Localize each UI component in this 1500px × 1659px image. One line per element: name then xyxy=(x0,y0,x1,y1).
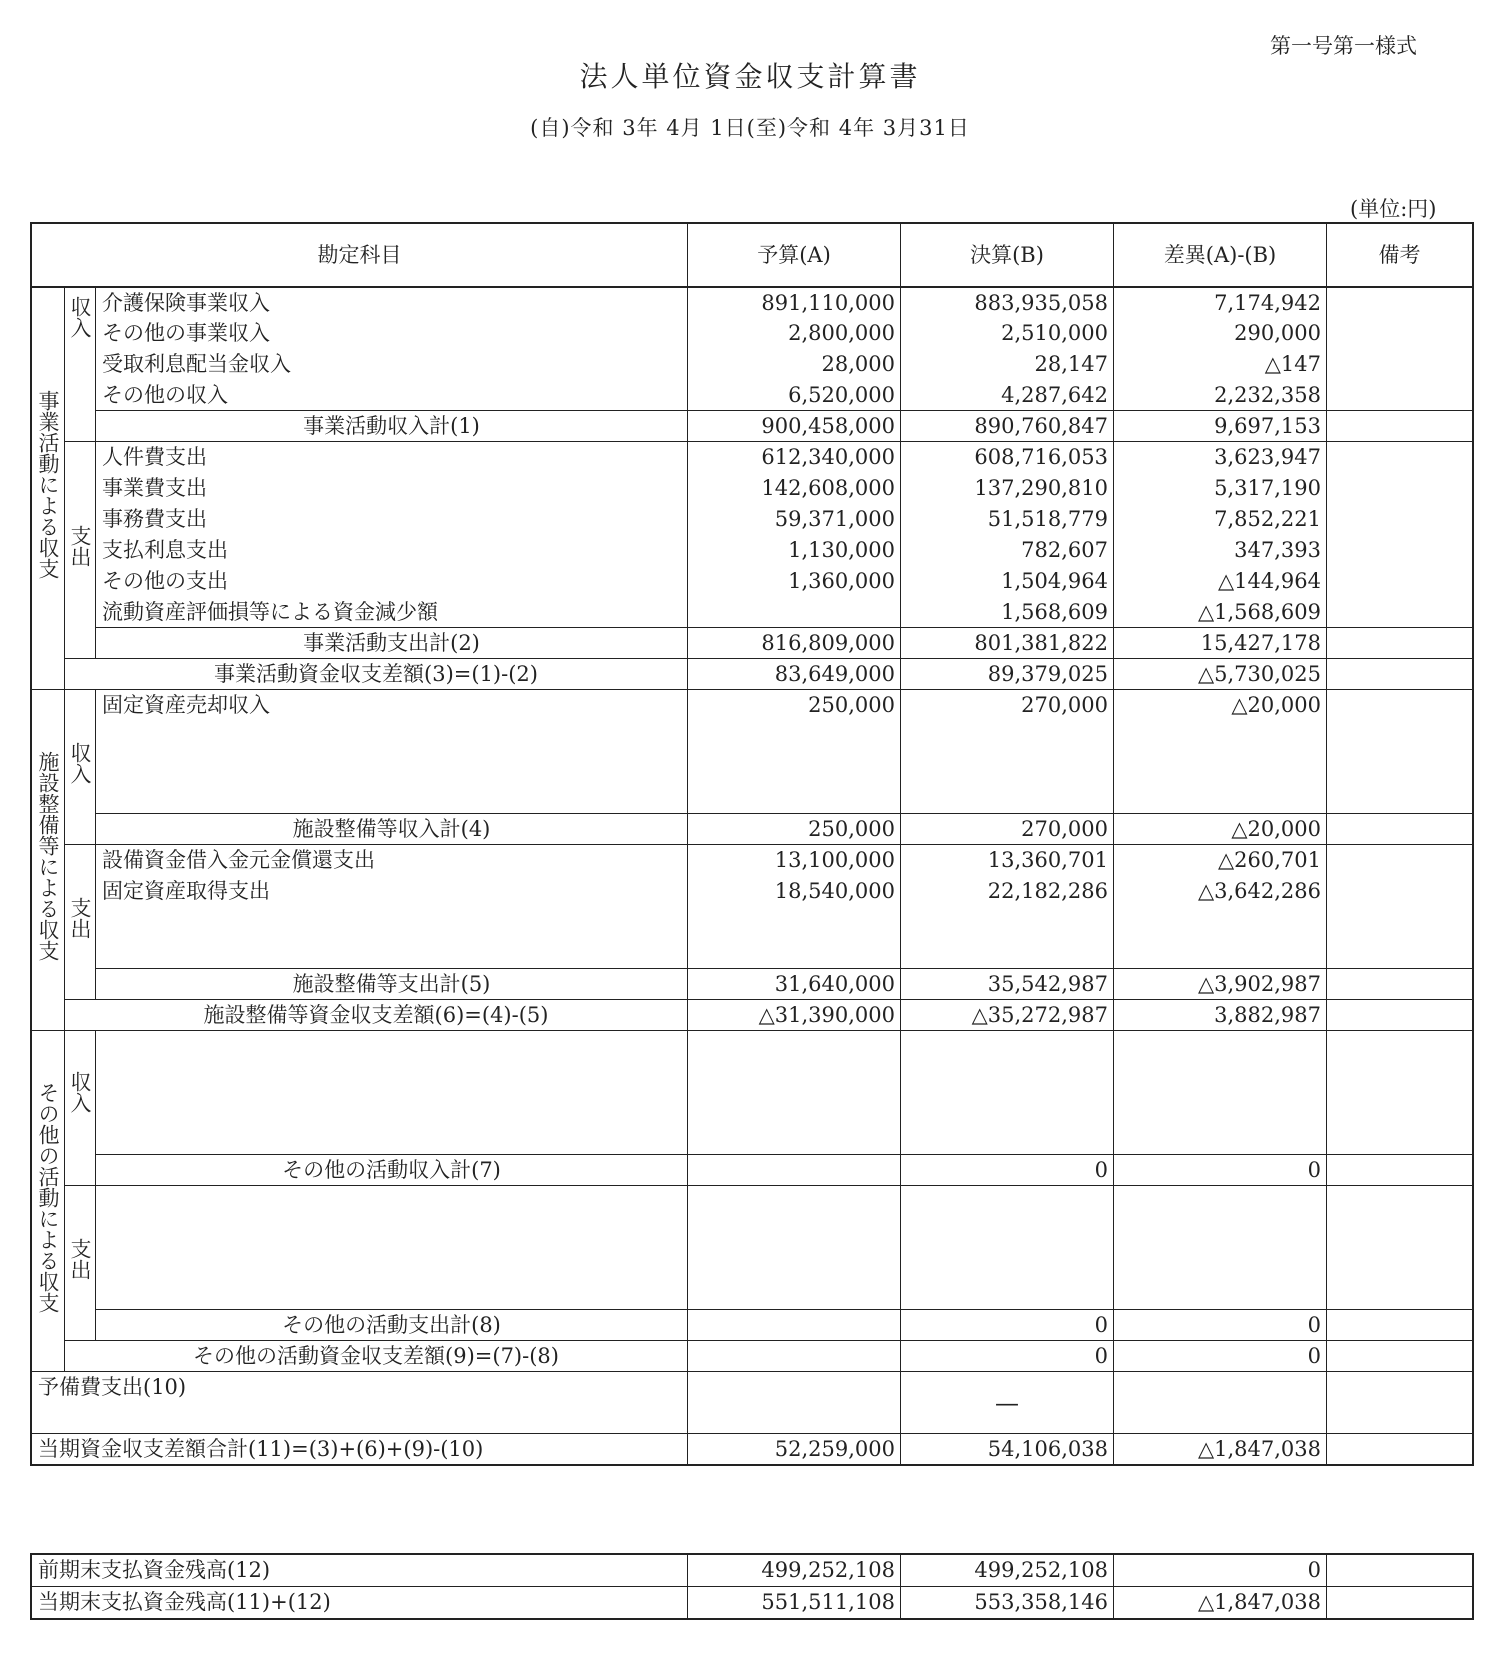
actual-cell: 28,147 xyxy=(901,349,1114,380)
subsection-income: 収入 xyxy=(65,287,96,442)
actual-cell: 13,360,701 xyxy=(901,845,1114,876)
budget-cell: 18,540,000 xyxy=(688,876,901,907)
diff-cell: △144,964 xyxy=(1114,566,1327,597)
actual-cell: 0 xyxy=(901,1155,1114,1186)
remarks-cell xyxy=(1327,380,1473,411)
table-row xyxy=(32,876,1473,907)
row-label: 事務費支出 xyxy=(96,504,688,535)
row-label: 前期末支払資金残高(12) xyxy=(32,1555,688,1587)
budget-cell: 250,000 xyxy=(688,690,901,721)
budget-cell: 142,608,000 xyxy=(688,473,901,504)
actual-cell: 782,607 xyxy=(901,535,1114,566)
balance-row xyxy=(32,1555,1473,1587)
diff-cell: 0 xyxy=(1114,1310,1327,1341)
subtotal-row xyxy=(32,1310,1473,1341)
actual-cell: 553,358,146 xyxy=(901,1587,1114,1619)
blank-row xyxy=(32,752,1473,783)
actual-cell: 0 xyxy=(901,1341,1114,1372)
remarks-cell xyxy=(1327,659,1473,690)
diff-cell: △147 xyxy=(1114,349,1327,380)
budget-cell: 499,252,108 xyxy=(688,1555,901,1587)
budget-cell: 250,000 xyxy=(688,814,901,845)
fund-balance-table xyxy=(31,1554,1473,1619)
actual-cell: △35,272,987 xyxy=(901,1000,1114,1031)
diff-cell xyxy=(1114,1372,1327,1434)
budget-cell xyxy=(688,1155,901,1186)
budget-cell: 13,100,000 xyxy=(688,845,901,876)
row-label: 当期末支払資金残高(11)+(12) xyxy=(32,1587,688,1619)
table-row xyxy=(32,380,1473,411)
remarks-cell xyxy=(1327,1587,1473,1619)
table-row xyxy=(32,535,1473,566)
budget-cell: 52,259,000 xyxy=(688,1434,901,1465)
diff-cell: 290,000 xyxy=(1114,318,1327,349)
col-remarks: 備考 xyxy=(1327,224,1473,287)
section-facility: 施設整備等による収支 xyxy=(32,690,65,1031)
section-other: その他の活動による収支 xyxy=(32,1031,65,1372)
diff-cell: △5,730,025 xyxy=(1114,659,1327,690)
row-label: その他の活動資金収支差額(9)=(7)-(8) xyxy=(65,1341,688,1372)
subsection-expense: 支出 xyxy=(65,845,96,1000)
remarks-cell xyxy=(1327,566,1473,597)
budget-cell: 28,000 xyxy=(688,349,901,380)
budget-cell: 612,340,000 xyxy=(688,442,901,473)
row-label: 施設整備等資金収支差額(6)=(4)-(5) xyxy=(65,1000,688,1031)
row-label: 設備資金借入金元金償還支出 xyxy=(96,845,688,876)
budget-cell: 59,371,000 xyxy=(688,504,901,535)
remarks-cell xyxy=(1327,473,1473,504)
actual-cell: 4,287,642 xyxy=(901,380,1114,411)
row-label: 固定資産取得支出 xyxy=(96,876,688,907)
diff-cell: △20,000 xyxy=(1114,690,1327,721)
balance-row xyxy=(32,1000,1473,1031)
table-row xyxy=(32,473,1473,504)
remarks-cell xyxy=(1327,1434,1473,1465)
diff-cell: 2,232,358 xyxy=(1114,380,1327,411)
blank-row xyxy=(32,721,1473,752)
budget-cell: 816,809,000 xyxy=(688,628,901,659)
diff-cell: 7,174,942 xyxy=(1114,287,1327,318)
remarks-cell xyxy=(1327,535,1473,566)
balance-row xyxy=(32,659,1473,690)
table-row xyxy=(32,566,1473,597)
actual-cell: 54,106,038 xyxy=(901,1434,1114,1465)
remarks-cell xyxy=(1327,504,1473,535)
table-row xyxy=(32,318,1473,349)
remarks-cell xyxy=(1327,690,1473,721)
diff-cell: 5,317,190 xyxy=(1114,473,1327,504)
subtotal-row xyxy=(32,628,1473,659)
cash-flow-table xyxy=(31,223,1473,1465)
remarks-cell xyxy=(1327,287,1473,318)
budget-cell: 2,800,000 xyxy=(688,318,901,349)
blank-row xyxy=(32,1186,1473,1217)
remarks-cell xyxy=(1327,1341,1473,1372)
diff-cell: 3,882,987 xyxy=(1114,1000,1327,1031)
blank-row xyxy=(32,1217,1473,1248)
blank-row xyxy=(32,1031,1473,1062)
subsection-expense: 支出 xyxy=(65,1186,96,1341)
subsection-expense: 支出 xyxy=(65,442,96,659)
diff-cell: △1,847,038 xyxy=(1114,1434,1327,1465)
actual-cell: 1,568,609 xyxy=(901,597,1114,628)
actual-cell: 0 xyxy=(901,1310,1114,1341)
blank-row xyxy=(32,783,1473,814)
row-label: 流動資産評価損等による資金減少額 xyxy=(96,597,688,628)
unit-label: (単位:円) xyxy=(1350,197,1437,221)
row-label: その他の支出 xyxy=(96,566,688,597)
diff-cell: 15,427,178 xyxy=(1114,628,1327,659)
blank-row xyxy=(32,1279,1473,1310)
remarks-cell xyxy=(1327,1372,1473,1434)
period: (自)令和 3年 4月 1日(至)令和 4年 3月31日 xyxy=(530,116,970,140)
row-label: 事業活動収入計(1) xyxy=(96,411,688,442)
subtotal-row xyxy=(32,814,1473,845)
subsection-income: 収入 xyxy=(65,1031,96,1186)
diff-cell: 3,623,947 xyxy=(1114,442,1327,473)
diff-cell: 9,697,153 xyxy=(1114,411,1327,442)
table-row xyxy=(32,845,1473,876)
row-label: 固定資産売却収入 xyxy=(96,690,688,721)
remarks-cell xyxy=(1327,1310,1473,1341)
row-label: 施設整備等収入計(4) xyxy=(96,814,688,845)
blank-row xyxy=(32,938,1473,969)
blank-row xyxy=(32,1124,1473,1155)
remarks-cell xyxy=(1327,628,1473,659)
remarks-cell xyxy=(1327,1555,1473,1587)
remarks-cell xyxy=(1327,411,1473,442)
table-row xyxy=(32,442,1473,473)
actual-cell: 270,000 xyxy=(901,814,1114,845)
actual-cell: 35,542,987 xyxy=(901,969,1114,1000)
budget-cell xyxy=(688,1341,901,1372)
diff-cell: △1,847,038 xyxy=(1114,1587,1327,1619)
col-budget: 予算(A) xyxy=(688,224,901,287)
budget-cell: 900,458,000 xyxy=(688,411,901,442)
row-label: 人件費支出 xyxy=(96,442,688,473)
row-label: 予備費支出(10) xyxy=(32,1372,688,1434)
actual-cell: 890,760,847 xyxy=(901,411,1114,442)
actual-cell: 883,935,058 xyxy=(901,287,1114,318)
blank-row xyxy=(32,1093,1473,1124)
budget-cell: 891,110,000 xyxy=(688,287,901,318)
balance-row xyxy=(32,1587,1473,1619)
row-label: 施設整備等支出計(5) xyxy=(96,969,688,1000)
table-row xyxy=(32,287,1473,318)
table-row xyxy=(32,504,1473,535)
actual-cell: 89,379,025 xyxy=(901,659,1114,690)
table-row xyxy=(32,597,1473,628)
row-label: その他の収入 xyxy=(96,380,688,411)
budget-cell: 6,520,000 xyxy=(688,380,901,411)
actual-cell: 22,182,286 xyxy=(901,876,1114,907)
budget-cell: 83,649,000 xyxy=(688,659,901,690)
remarks-cell xyxy=(1327,969,1473,1000)
table-row xyxy=(32,349,1473,380)
form-number: 第一号第一様式 xyxy=(1270,34,1417,58)
row-label: 事業活動支出計(2) xyxy=(96,628,688,659)
diff-cell: 0 xyxy=(1114,1155,1327,1186)
diff-cell: 0 xyxy=(1114,1341,1327,1372)
row-label: 支払利息支出 xyxy=(96,535,688,566)
actual-cell: 137,290,810 xyxy=(901,473,1114,504)
budget-cell: 1,130,000 xyxy=(688,535,901,566)
table-row xyxy=(32,690,1473,721)
blank-row xyxy=(32,1062,1473,1093)
remarks-cell xyxy=(1327,1155,1473,1186)
row-label: 事業活動資金収支差額(3)=(1)-(2) xyxy=(65,659,688,690)
row-label: 受取利息配当金収入 xyxy=(96,349,688,380)
actual-cell: 801,381,822 xyxy=(901,628,1114,659)
subtotal-row xyxy=(32,1155,1473,1186)
header-row xyxy=(32,224,1473,287)
remarks-cell xyxy=(1327,349,1473,380)
blank-row xyxy=(32,1248,1473,1279)
remarks-cell xyxy=(1327,845,1473,876)
budget-cell xyxy=(688,1372,901,1434)
balance-row xyxy=(32,1341,1473,1372)
remarks-cell xyxy=(1327,318,1473,349)
col-actual: 決算(B) xyxy=(901,224,1114,287)
remarks-cell xyxy=(1327,442,1473,473)
row-label: その他の活動収入計(7) xyxy=(96,1155,688,1186)
actual-cell: 608,716,053 xyxy=(901,442,1114,473)
actual-cell: — xyxy=(901,1372,1114,1434)
diff-cell: △20,000 xyxy=(1114,814,1327,845)
diff-cell: △260,701 xyxy=(1114,845,1327,876)
budget-cell xyxy=(688,597,901,628)
budget-cell: △31,390,000 xyxy=(688,1000,901,1031)
row-label: その他の活動支出計(8) xyxy=(96,1310,688,1341)
actual-cell: 1,504,964 xyxy=(901,566,1114,597)
budget-cell xyxy=(688,1310,901,1341)
remarks-cell xyxy=(1327,597,1473,628)
remarks-cell xyxy=(1327,876,1473,907)
diff-cell: △3,642,286 xyxy=(1114,876,1327,907)
actual-cell: 499,252,108 xyxy=(901,1555,1114,1587)
budget-cell: 31,640,000 xyxy=(688,969,901,1000)
subtotal-row xyxy=(32,969,1473,1000)
remarks-cell xyxy=(1327,1000,1473,1031)
diff-cell: △3,902,987 xyxy=(1114,969,1327,1000)
budget-cell: 551,511,108 xyxy=(688,1587,901,1619)
budget-cell: 1,360,000 xyxy=(688,566,901,597)
row-label: 当期資金収支差額合計(11)=(3)+(6)+(9)-(10) xyxy=(32,1434,688,1465)
remarks-cell xyxy=(1327,814,1473,845)
section-operating: 事業活動による収支 xyxy=(32,287,65,690)
actual-cell: 270,000 xyxy=(901,690,1114,721)
subtotal-row xyxy=(32,411,1473,442)
diff-cell: 0 xyxy=(1114,1555,1327,1587)
page-title: 法人単位資金収支計算書 xyxy=(579,60,921,93)
subsection-income: 収入 xyxy=(65,690,96,845)
row-label: 介護保険事業収入 xyxy=(96,287,688,318)
grand-total-row xyxy=(32,1434,1473,1465)
diff-cell: △1,568,609 xyxy=(1114,597,1327,628)
col-account: 勘定科目 xyxy=(32,224,688,287)
row-label: 事業費支出 xyxy=(96,473,688,504)
diff-cell: 347,393 xyxy=(1114,535,1327,566)
col-diff: 差異(A)-(B) xyxy=(1114,224,1327,287)
row-label: その他の事業収入 xyxy=(96,318,688,349)
blank-row xyxy=(32,907,1473,938)
reserve-row xyxy=(32,1372,1473,1434)
actual-cell: 2,510,000 xyxy=(901,318,1114,349)
actual-cell: 51,518,779 xyxy=(901,504,1114,535)
diff-cell: 7,852,221 xyxy=(1114,504,1327,535)
